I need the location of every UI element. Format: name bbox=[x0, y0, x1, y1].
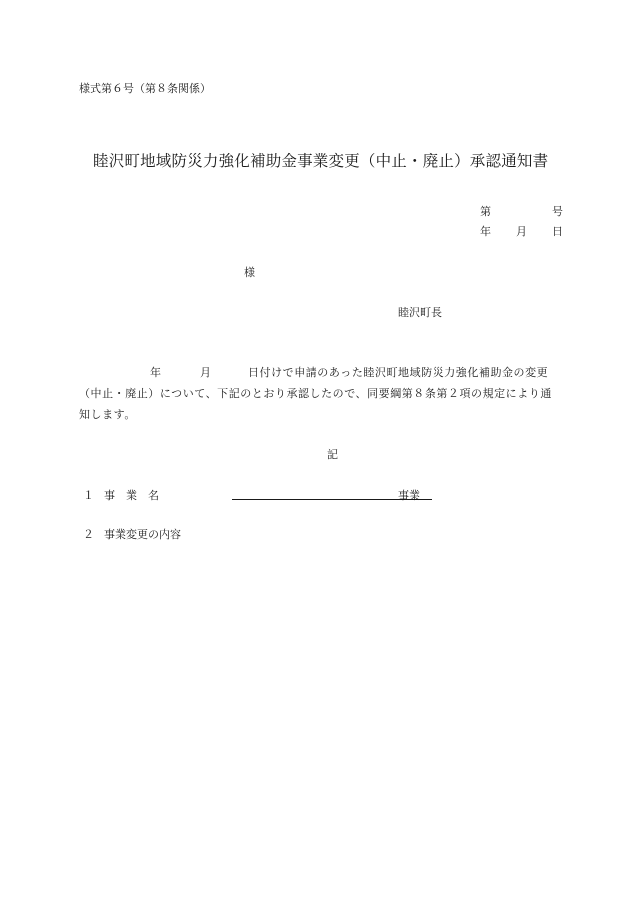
item-2-number: ２ bbox=[83, 528, 94, 541]
body-line-3: 知します。 bbox=[79, 408, 136, 421]
issuer: 睦沢町長 bbox=[398, 306, 442, 319]
doc-number-prefix: 第 bbox=[480, 205, 491, 218]
project-name-suffix: 事業 bbox=[398, 489, 420, 502]
item-1-number: １ bbox=[83, 489, 94, 502]
body-line-1: 日付けで申請のあった睦沢町地域防災力強化補助金の変更 bbox=[248, 366, 549, 379]
form-label: 様式第６号（第８条関係） bbox=[79, 82, 211, 95]
date-year: 年 bbox=[480, 225, 491, 238]
body-year: 年 bbox=[150, 366, 162, 379]
body-month: 月 bbox=[200, 366, 212, 379]
ki-heading: 記 bbox=[327, 448, 338, 461]
addressee-suffix: 様 bbox=[244, 266, 255, 279]
date-month: 月 bbox=[516, 225, 527, 238]
date-day: 日 bbox=[552, 225, 563, 238]
item-2-label: 事業変更の内容 bbox=[104, 528, 181, 541]
item-1-label: 事 業 名 bbox=[104, 489, 159, 502]
body-line-2: （中止・廃止）について、下記のとおり承認したので、同要綱第８条第２項の規定により通 bbox=[79, 387, 552, 400]
page-title: 睦沢町地域防災力強化補助金事業変更（中止・廃止）承認通知書 bbox=[93, 152, 549, 170]
doc-number-suffix: 号 bbox=[552, 205, 563, 218]
